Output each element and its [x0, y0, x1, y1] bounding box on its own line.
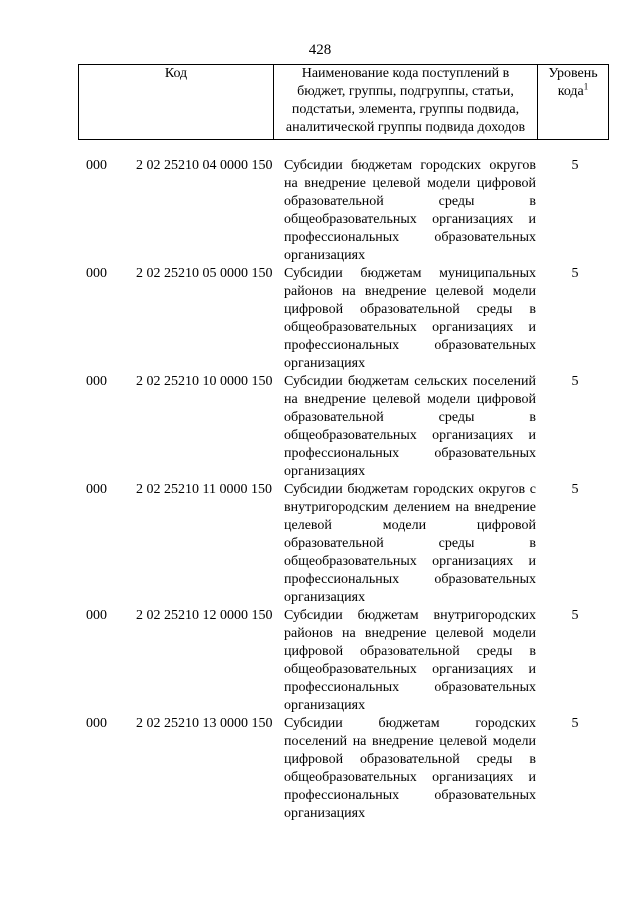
header-name: Наименование кода поступлений в бюджет, группы, подгруппы, статьи, подстатьи, элемента, группы подвида, аналитической группы подвида доходов — [274, 65, 538, 139]
page-number: 428 — [308, 42, 332, 58]
row-income-code: 2 02 25210 10 0000 150 — [136, 374, 273, 389]
row-name: Субсидии бюджетам внутригородских районов на внедрение целевой модели цифровой образовательной среды в общеобразовательных организациях и профессиональных образовательных организациях — [284, 608, 536, 713]
row-admin-code: 000 — [86, 608, 107, 623]
table-row — [0, 481, 640, 607]
row-admin-code: 000 — [86, 374, 107, 389]
row-name: Субсидии бюджетам городских округов на внедрение целевой модели цифровой образовательной среды в общеобразовательных организациях и профессиональных образовательных организациях — [284, 158, 536, 263]
row-income-code: 2 02 25210 12 0000 150 — [136, 608, 273, 623]
table-row — [0, 157, 640, 265]
row-level: 5 — [571, 482, 579, 497]
row-level: 5 — [571, 716, 579, 731]
table-row — [0, 265, 640, 373]
row-income-code: 2 02 25210 13 0000 150 — [136, 716, 273, 731]
row-name: Субсидии бюджетам муниципальных районов на внедрение целевой модели цифровой образовательной среды в общеобразовательных организациях и профессиональных образовательных организациях — [284, 266, 536, 371]
table-row — [0, 715, 640, 823]
table-body — [0, 157, 640, 823]
header-level-footnote: 1 — [583, 81, 589, 92]
row-admin-code: 000 — [86, 716, 107, 731]
row-admin-code: 000 — [86, 482, 107, 497]
row-level: 5 — [571, 608, 579, 623]
table-row — [0, 607, 640, 715]
row-level: 5 — [571, 374, 579, 389]
row-income-code: 2 02 25210 05 0000 150 — [136, 266, 273, 281]
table-row — [0, 373, 640, 481]
row-level: 5 — [571, 266, 579, 281]
header-code: Код — [79, 65, 274, 139]
row-admin-code: 000 — [86, 158, 107, 173]
row-admin-code: 000 — [86, 266, 107, 281]
row-income-code: 2 02 25210 04 0000 150 — [136, 158, 273, 173]
table-header — [78, 64, 609, 140]
row-level: 5 — [571, 158, 579, 173]
header-level — [538, 65, 608, 139]
row-name: Субсидии бюджетам сельских поселений на внедрение целевой модели цифровой образовательной среды в общеобразовательных организациях и профессиональных образовательных организациях — [284, 374, 536, 479]
row-income-code: 2 02 25210 11 0000 150 — [136, 482, 272, 497]
header-level-label: Уровень кода — [548, 66, 598, 99]
row-name: Субсидии бюджетам городских поселений на внедрение целевой модели цифровой образовательной среды в общеобразовательных организациях и профессиональных образовательных организациях — [284, 716, 536, 821]
row-name: Субсидии бюджетам городских округов с внутригородским делением на внедрение целевой модели цифровой образовательной среды в общеобразовательных организациях и профессиональных образовательных организациях — [284, 482, 536, 605]
